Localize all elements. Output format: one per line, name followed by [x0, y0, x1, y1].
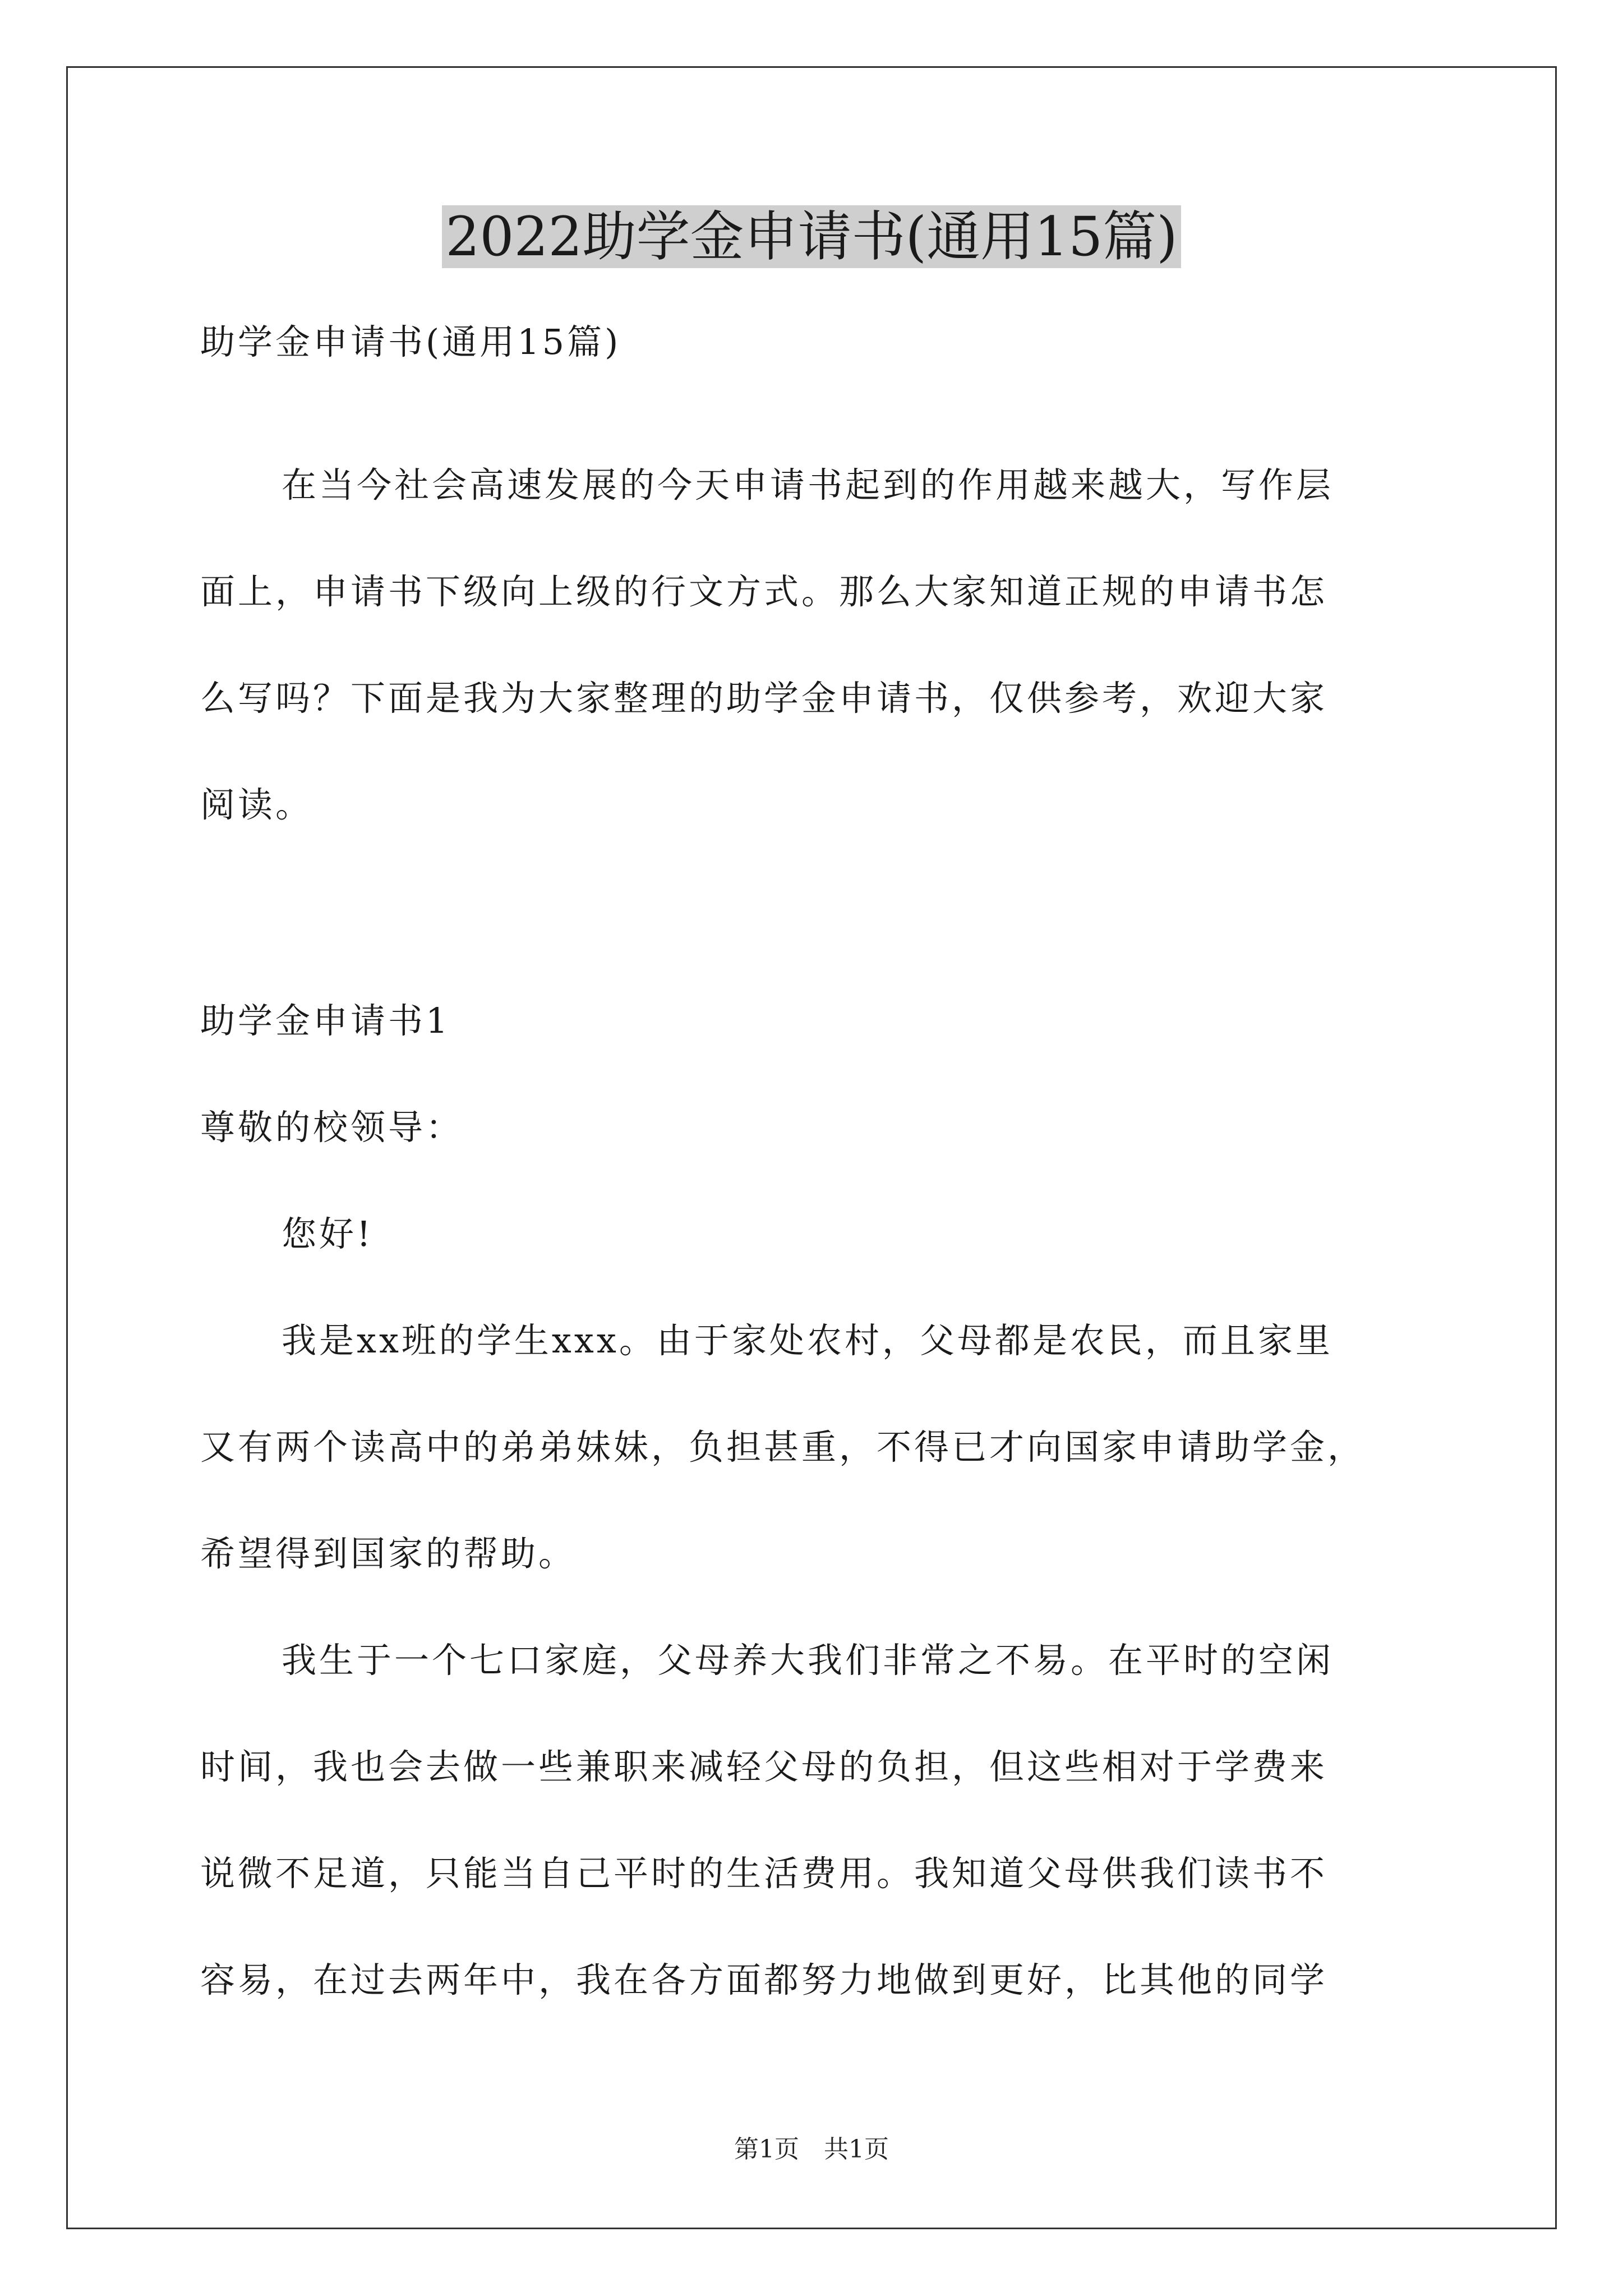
paragraph-line: 我生于一个七口家庭，父母养大我们非常之不易。在平时的空闲	[282, 1640, 1334, 1681]
paragraph-line: 面上，申请书下级向上级的行文方式。那么大家知道正规的申请书怎	[200, 571, 1328, 612]
paragraph-line: 又有两个读高中的弟弟妹妹，负担甚重，不得已才向国家申请助学金，	[200, 1427, 1366, 1467]
paragraph-line: 阅读。	[200, 784, 313, 825]
paragraph-line: 说微不足道，只能当自己平时的生活费用。我知道父母供我们读书不	[200, 1853, 1328, 1894]
section-heading: 助学金申请书1	[200, 1000, 451, 1041]
document-title	[0, 199, 1623, 275]
greeting-line: 您好!	[282, 1213, 374, 1254]
paragraph-line: 容易，在过去两年中，我在各方面都努力地做到更好，比其他的同学	[200, 1959, 1328, 2000]
paragraph-line: 么写吗？下面是我为大家整理的助学金申请书，仅供参考，欢迎大家	[200, 678, 1328, 719]
document-title-text: 2022助学金申请书(通用15篇)	[442, 205, 1181, 268]
page-number-footer: 第1页 共1页	[734, 2135, 889, 2164]
paragraph-line: 希望得到国家的帮助。	[200, 1533, 577, 1574]
salutation-line: 尊敬的校领导：	[200, 1107, 464, 1148]
paragraph-line: 在当今社会高速发展的今天申请书起到的作用越来越大，写作层	[282, 464, 1334, 505]
subtitle-line: 助学金申请书(通用15篇)	[200, 321, 621, 362]
paragraph-line: 我是xx班的学生xxx。由于家处农村，父母都是农民，而且家里	[282, 1320, 1333, 1361]
paragraph-line: 时间，我也会去做一些兼职来减轻父母的负担，但这些相对于学费来	[200, 1746, 1328, 1787]
